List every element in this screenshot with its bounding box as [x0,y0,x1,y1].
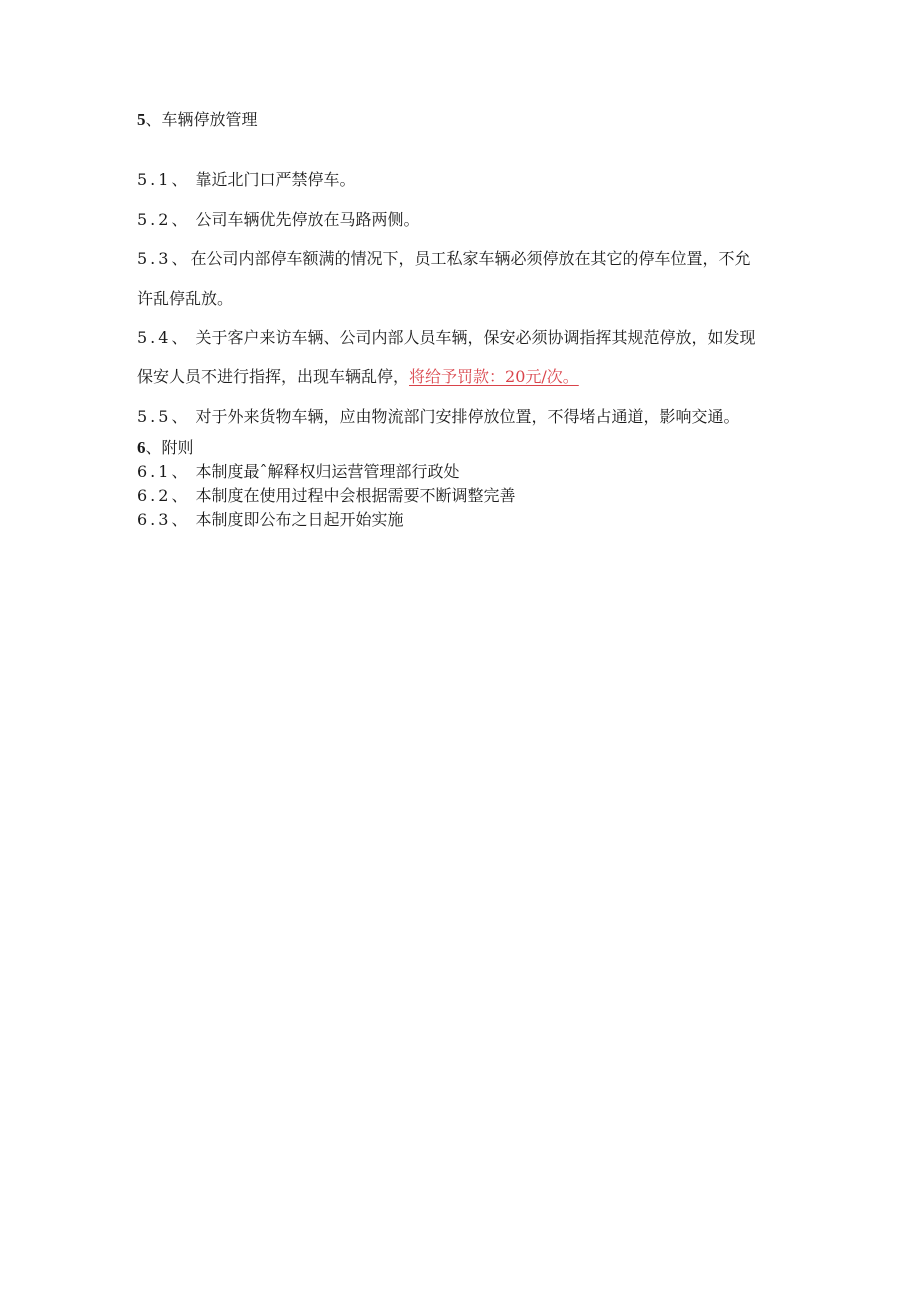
clause-text: 公司车辆优先停放在马路两侧。 [195,210,420,229]
clause-5-2 [137,210,420,230]
clause-6-2 [137,486,516,506]
clause-text: 本制度最ˆ解释权归运营管理部行政处 [195,462,460,481]
clause-number: 6.3、 [137,510,191,529]
section-5-number: 5 [137,110,146,129]
clause-number: 5.1、 [137,170,191,189]
clause-number: 6.1、 [137,462,191,481]
section-5-heading [137,110,258,130]
section-6-title: 、附则 [145,438,194,457]
section-6-number: 6 [137,438,146,457]
clause-text: 在公司内部停车额满的情况下，员工私家车辆必须停放在其它的停车位置，不允 [190,249,751,268]
clause-5-5 [137,407,740,427]
clause-number: 6.2、 [137,486,191,505]
clause-text: 本制度在使用过程中会根据需要不断调整完善 [195,486,516,505]
clause-number: 5.4、 [137,328,191,347]
section-6-heading [137,438,194,458]
clause-5-4 [137,328,756,348]
clause-number: 5.5、 [137,407,191,426]
clause-text: 本制度即公布之日起开始实施 [195,510,404,529]
clause-text: 靠近北门口严禁停车。 [195,170,356,189]
clause-number: 5.3、 [137,249,191,268]
clause-5-3 [137,249,750,269]
clause-text-continued: 保安人员不进行指挥，出现车辆乱停， [137,367,410,386]
clause-number: 5.2、 [137,210,191,229]
clause-5-3-continued [137,289,233,309]
clause-6-3 [137,510,404,530]
clause-5-4-continued [137,367,579,387]
section-5-title: 、车辆停放管理 [145,110,258,129]
clause-text: 关于客户来访车辆、公司内部人员车辆，保安必须协调指挥其规范停放，如发现 [195,328,756,347]
clause-text-continued: 许乱停乱放。 [137,289,234,308]
clause-6-1 [137,462,460,482]
clause-5-1 [137,170,356,190]
clause-text: 对于外来货物车辆，应由物流部门安排停放位置，不得堵占通道，影响交通。 [195,407,740,426]
penalty-highlight: 将给予罚款：20元/次。 [409,367,579,386]
